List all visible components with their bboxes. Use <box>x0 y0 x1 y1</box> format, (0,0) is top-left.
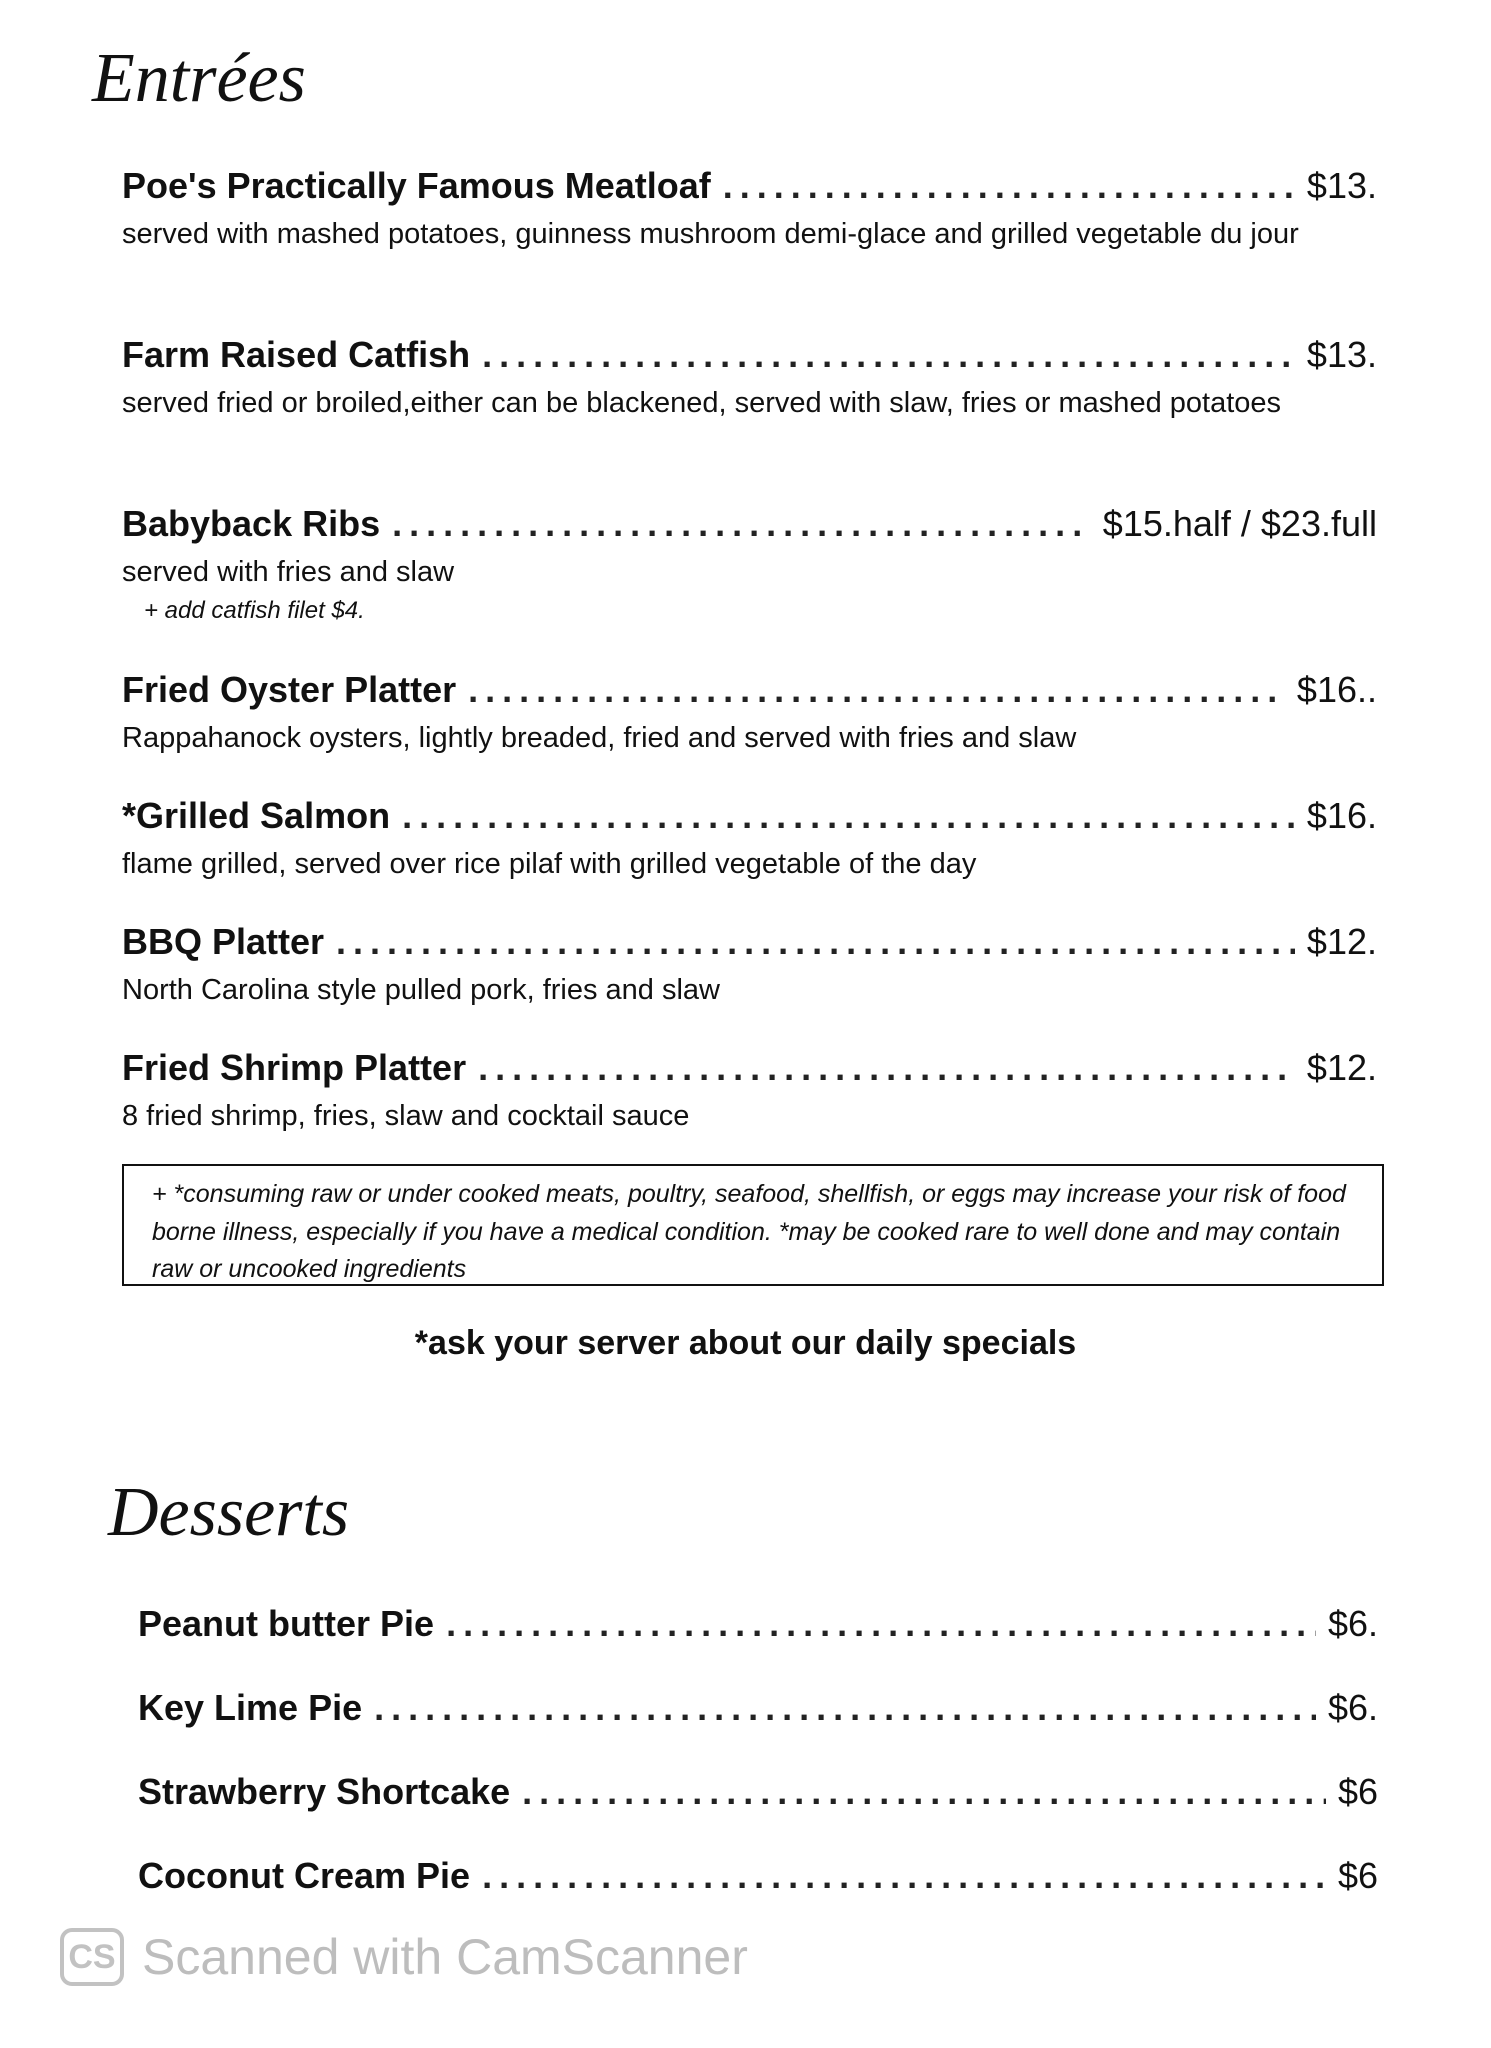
item-price: $6 <box>1337 1855 1378 1896</box>
item-description: served with mashed potatoes, guinness mushroom demi-glace and grilled vegetable du jour <box>122 218 1299 251</box>
menu-item-ribs <box>122 502 1377 625</box>
dot-leader <box>482 1854 1326 1897</box>
item-name: Poe's Practically Famous Meatloaf <box>122 165 711 206</box>
item-description: served with fries and slaw <box>122 556 455 589</box>
item-price: $6. <box>1327 1603 1378 1644</box>
item-name: *Grilled Salmon <box>122 795 391 836</box>
daily-specials-note: *ask your server about our daily specials <box>414 1324 1077 1362</box>
dot-leader <box>336 920 1295 963</box>
dot-leader <box>392 502 1091 545</box>
item-name: Fried Shrimp Platter <box>122 1047 467 1088</box>
item-price: $13. <box>1306 165 1377 206</box>
menu-item-salmon <box>122 794 1377 887</box>
item-description: North Carolina style pulled pork, fries and slaw <box>122 974 720 1007</box>
item-price: $15.half / $23.full <box>1102 503 1377 544</box>
dot-leader <box>522 1770 1326 1813</box>
item-name: Farm Raised Catfish <box>122 334 471 375</box>
item-price: $16. <box>1306 795 1377 836</box>
item-name: BBQ Platter <box>122 921 325 962</box>
entrees-title: Entrées <box>92 40 306 117</box>
item-name: Key Lime Pie <box>138 1687 363 1728</box>
item-price: $12. <box>1306 921 1377 962</box>
menu-item-catfish <box>122 333 1377 426</box>
item-name: Coconut Cream Pie <box>138 1855 471 1896</box>
dot-leader <box>468 668 1285 711</box>
dessert-item-coconut-cream-pie <box>138 1854 1378 1897</box>
dot-leader <box>374 1686 1316 1729</box>
dot-leader <box>402 794 1295 837</box>
item-description: 8 fried shrimp, fries, slaw and cocktail sauce <box>122 1100 690 1133</box>
dessert-item-peanut-butter-pie <box>138 1602 1378 1645</box>
item-name: Babyback Ribs <box>122 503 381 544</box>
item-price: $6. <box>1327 1687 1378 1728</box>
item-name: Strawberry Shortcake <box>138 1771 511 1812</box>
item-price: $12. <box>1306 1047 1377 1088</box>
camscanner-watermark <box>60 1928 748 1986</box>
dot-leader <box>723 164 1295 207</box>
menu-item-shrimp <box>122 1046 1377 1139</box>
desserts-title: Desserts <box>108 1474 350 1551</box>
item-description: served fried or broiled,either can be blackened, served with slaw, fries or mashed potatoes <box>122 387 1282 420</box>
dessert-item-key-lime-pie <box>138 1686 1378 1729</box>
item-price: $13. <box>1306 334 1377 375</box>
item-description: Rappahanock oysters, lightly breaded, fried and served with fries and slaw <box>122 722 1077 755</box>
item-name: Peanut butter Pie <box>138 1603 435 1644</box>
item-price: $6 <box>1337 1771 1378 1812</box>
item-name: Fried Oyster Platter <box>122 669 457 710</box>
item-price: $16.. <box>1296 669 1377 710</box>
menu-item-meatloaf <box>122 164 1377 257</box>
item-addon: + add catfish filet $4. <box>144 596 365 624</box>
dessert-item-strawberry-shortcake <box>138 1770 1378 1813</box>
watermark-text: Scanned with CamScanner <box>142 1929 748 1985</box>
dot-leader <box>446 1602 1316 1645</box>
menu-item-bbq <box>122 920 1377 1013</box>
food-safety-notice: + *consuming raw or under cooked meats, poultry, seafood, shellfish, or eggs may increase your risk of food borne illness, especially if you have a medical condition. *may be cooked rare to well done and may contain raw or uncooked ingredients <box>122 1164 1384 1286</box>
dot-leader <box>478 1046 1295 1089</box>
camscanner-logo-icon: CS <box>60 1928 124 1986</box>
dot-leader <box>482 333 1295 376</box>
item-description: flame grilled, served over rice pilaf with grilled vegetable of the day <box>122 848 977 881</box>
menu-item-oyster <box>122 668 1377 761</box>
